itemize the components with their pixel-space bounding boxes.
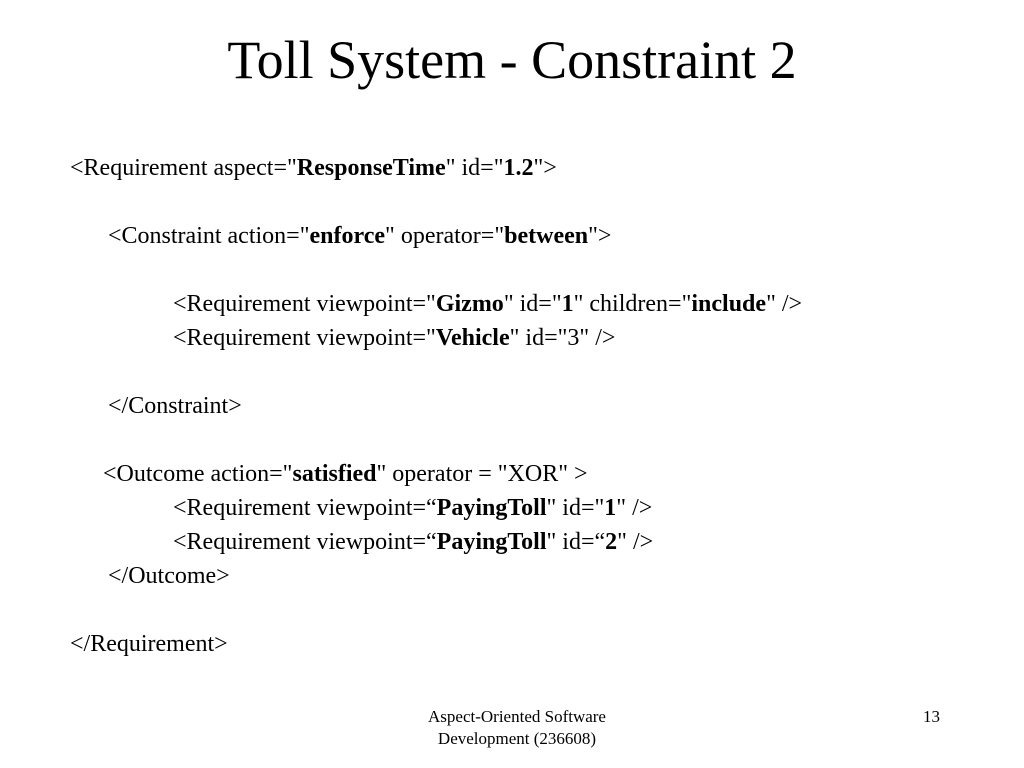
code-text: <Requirement aspect=" <box>70 155 297 181</box>
code-text: <Requirement viewpoint=" <box>173 291 436 317</box>
code-line-constraint-open <box>108 222 611 250</box>
footer-course-line2: Development (236608) <box>437 729 597 748</box>
code-text: <Requirement viewpoint=“ <box>173 495 437 521</box>
footer-course <box>362 706 672 750</box>
code-value: PayingToll <box>436 529 547 555</box>
code-value: 1 <box>561 291 574 317</box>
code-value: 1 <box>604 495 617 521</box>
code-value: include <box>691 291 767 317</box>
code-text: " operator=" <box>385 223 505 249</box>
code-value: 1.2 <box>503 155 534 181</box>
code-text: " /> <box>766 291 803 317</box>
code-line-requirement-close <box>70 630 228 658</box>
code-text: " id="3" /> <box>509 325 616 351</box>
code-line-outcome-open <box>103 460 588 488</box>
code-text: " id=“ <box>546 529 606 555</box>
code-text: </Outcome> <box>108 563 230 589</box>
code-text: <Requirement viewpoint=" <box>173 325 436 351</box>
code-text: " /> <box>616 495 653 521</box>
code-text: " id=" <box>546 495 605 521</box>
code-value: 2 <box>605 529 618 555</box>
code-line-requirement-open <box>70 154 557 182</box>
code-text: <Requirement viewpoint=“ <box>173 529 437 555</box>
code-value: PayingToll <box>436 495 547 521</box>
footer-course-line1: Aspect-Oriented Software <box>428 707 606 726</box>
code-text: </Constraint> <box>108 393 242 419</box>
code-line-requirement-gizmo <box>173 290 802 318</box>
code-text: "> <box>588 223 612 249</box>
code-text: " children=" <box>573 291 692 317</box>
code-value: ResponseTime <box>296 155 446 181</box>
code-text: " operator = "XOR" > <box>376 461 588 487</box>
code-value: enforce <box>309 223 386 249</box>
code-value: between <box>504 223 589 249</box>
code-line-requirement-payingtoll-1 <box>173 494 652 522</box>
code-text: " /> <box>617 529 654 555</box>
code-text: " id=" <box>503 291 562 317</box>
code-value: satisfied <box>292 461 377 487</box>
code-text: " id=" <box>445 155 504 181</box>
slide-title: Toll System - Constraint 2 <box>227 30 797 90</box>
page-number: 13 <box>923 707 940 726</box>
code-value: Vehicle <box>435 325 510 351</box>
code-text: <Constraint action=" <box>108 223 310 249</box>
code-line-constraint-close <box>108 392 242 420</box>
code-text: </Requirement> <box>70 631 228 657</box>
code-line-outcome-close <box>108 562 230 590</box>
code-value: Gizmo <box>435 291 504 317</box>
code-text: <Outcome action=" <box>103 461 293 487</box>
code-line-requirement-payingtoll-2 <box>173 528 653 556</box>
code-text: "> <box>533 155 557 181</box>
code-line-requirement-vehicle <box>173 324 615 352</box>
